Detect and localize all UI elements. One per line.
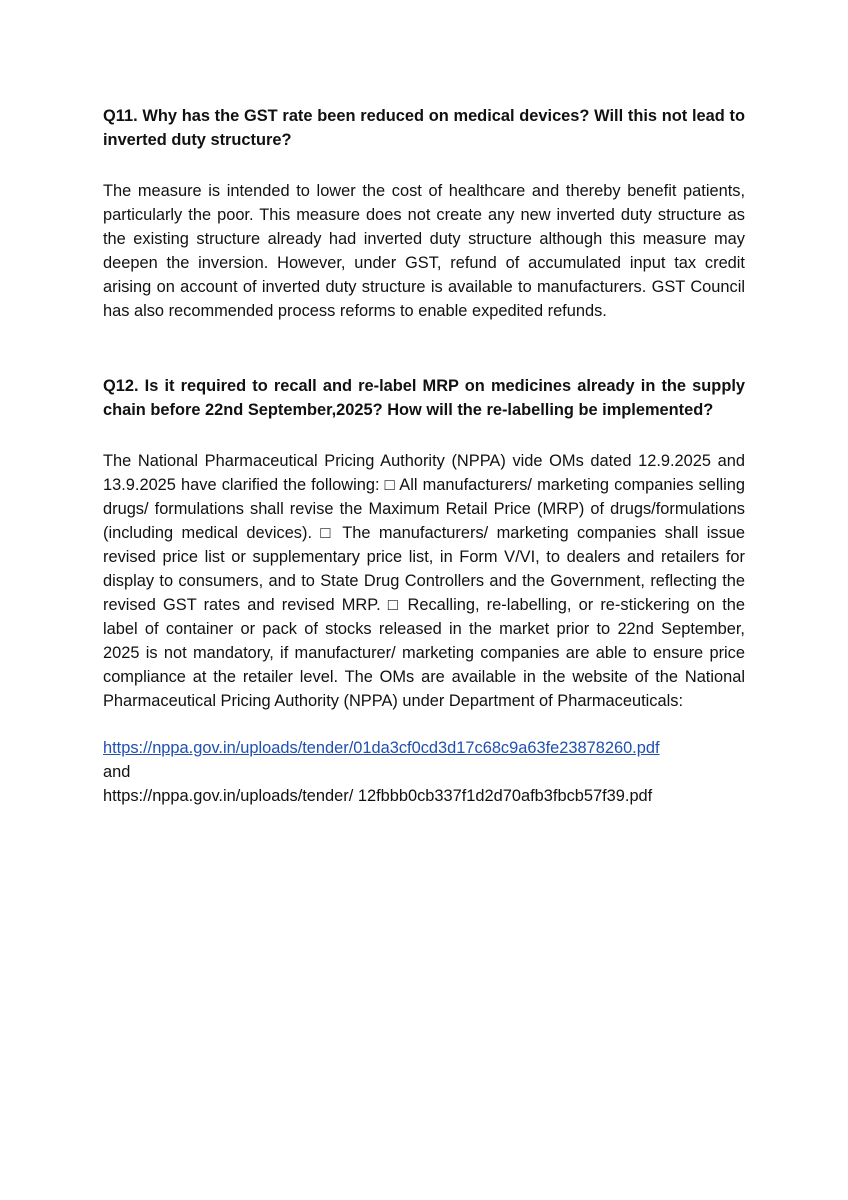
q11-answer: The measure is intended to lower the cost of healthcare and thereby benefit patients, particularly the poor. This measure does not create any new inverted duty structure as the existing structure already had inverted duty structure although this measure may deepen the inversion. However, under GST, refund of accumulated input tax credit arising on account of inverted duty structure is available to manufacturers. GST Council has also recommended process reforms to enable expedited refunds. xyxy=(103,182,745,320)
link-connector: and xyxy=(103,763,131,781)
nppa-om-link-1[interactable]: https://nppa.gov.in/uploads/tender/01da3cf0cd3d17c68c9a63fe23878260.pdf xyxy=(103,739,660,757)
document-page xyxy=(103,104,745,808)
nppa-link-1-line xyxy=(103,736,745,760)
spacer xyxy=(103,152,745,179)
spacer xyxy=(103,323,745,374)
q12-answer: The National Pharmaceutical Pricing Authority (NPPA) vide OMs dated 12.9.2025 and 13.9.2025 have clarified the following: □ All manufacturers/ marketing companies selling drugs/ formulations shall revise the Maximum Retail Price (MRP) of drugs/formulations (including medical devices). □ The manufacturers/ marketing companies shall issue revised price list or supplementary price list, in Form V/VI, to dealers and retailers for display to consumers, and to State Drug Controllers and the Government, reflecting the revised GST rates and revised MRP. □ Recalling, re-labelling, or re-stickering on the label of container or pack of stocks released in the market prior to 22nd September, 2025 is not mandatory, if manufacturer/ marketing companies are able to ensure price compliance at the retailer level. The OMs are available in the website of the National Pharmaceutical Pricing Authority (NPPA) under Department of Pharmaceuticals: xyxy=(103,452,745,710)
q12-question: Q12. Is it required to recall and re-label MRP on medicines already in the supply chain before 22nd September,2025? How will the re-labelling be implemented? xyxy=(103,377,745,419)
spacer xyxy=(103,422,745,449)
nppa-om-link-2: https://nppa.gov.in/uploads/tender/ 12fbbb0cb337f1d2d70afb3fbcb57f39.pdf xyxy=(103,787,653,805)
spacer xyxy=(103,713,745,736)
q11-question: Q11. Why has the GST rate been reduced on medical devices? Will this not lead to inverted duty structure? xyxy=(103,107,745,149)
